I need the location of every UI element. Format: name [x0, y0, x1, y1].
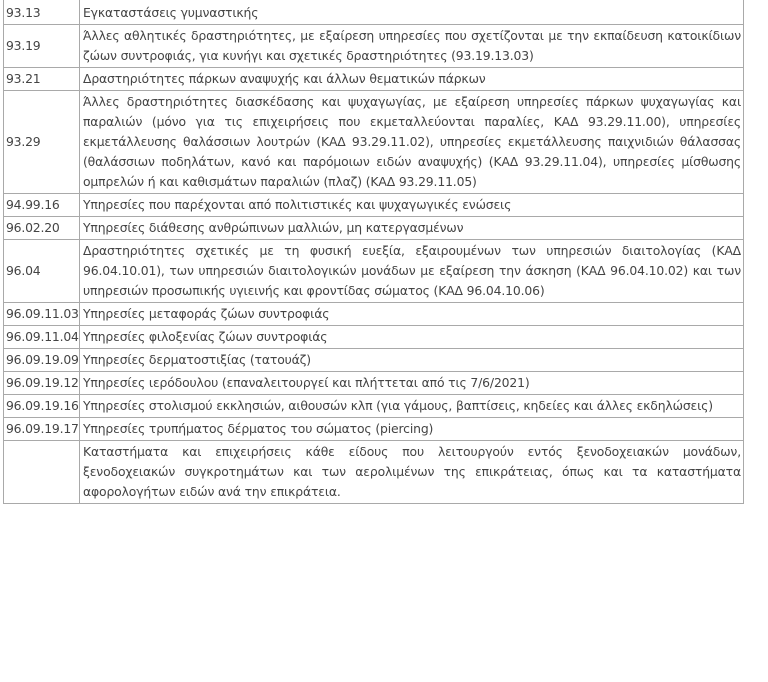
code-cell: 93.13 [4, 0, 80, 25]
table-row [4, 194, 744, 217]
description-cell: Υπηρεσίες διάθεσης ανθρώπινων μαλλιών, μη κατεργασμένων [80, 217, 744, 240]
description-cell: Υπηρεσίες τρυπήματος δέρματος του σώματος (piercing) [80, 418, 744, 441]
table-row [4, 349, 744, 372]
code-cell: 96.09.19.09 [4, 349, 80, 372]
table-row [4, 441, 744, 504]
code-cell: 93.21 [4, 68, 80, 91]
description-cell: Άλλες αθλητικές δραστηριότητες, με εξαίρεση υπηρεσίες που σχετίζονται με την εκπαίδευση κατοικίδιων ζώων συντροφιάς, για κυνήγι και σχετικές δραστηριότητες (93.19.13.03) [80, 25, 744, 68]
description-cell: Υπηρεσίες δερματοστιξίας (τατουάζ) [80, 349, 744, 372]
table-row [4, 91, 744, 194]
table-row [4, 68, 744, 91]
description-cell: Υπηρεσίες μεταφοράς ζώων συντροφιάς [80, 303, 744, 326]
description-cell: Καταστήματα και επιχειρήσεις κάθε είδους που λειτουργούν εντός ξενοδοχειακών μονάδων, ξενοδοχειακών συγκροτημάτων και των αερολιμένων της επικράτειας, όπως και τα καταστήματα αφορολογήτων ειδών ανά την επικράτεια. [80, 441, 744, 504]
table-row [4, 25, 744, 68]
description-cell: Υπηρεσίες ιερόδουλου (επαναλειτουργεί και πλήττεται από τις 7/6/2021) [80, 372, 744, 395]
description-cell: Υπηρεσίες στολισμού εκκλησιών, αιθουσών κλπ (για γάμους, βαπτίσεις, κηδείες και άλλες εκδηλώσεις) [80, 395, 744, 418]
description-cell: Εγκαταστάσεις γυμναστικής [80, 0, 744, 25]
table-row [4, 0, 744, 25]
code-cell: 96.09.19.12 [4, 372, 80, 395]
code-cell: 96.09.11.03 [4, 303, 80, 326]
description-cell: Άλλες δραστηριότητες διασκέδασης και ψυχαγωγίας, με εξαίρεση υπηρεσίες πάρκων ψυχαγωγίας και παραλιών (μόνο για τις επιχειρήσεις που εκμεταλλεύονται παραλίες, ΚΑΔ 93.29.11.00), υπηρεσίες εκμετάλλευσης θαλάσσιων λουτρών (ΚΑΔ 93.29.11.02), υπηρεσίες εκμετάλλευσης παιχνιδιών θάλασσας (θαλάσσιων ποδηλάτων, κανό και παρόμοιων ειδών αναψυχής) (ΚΑΔ 93.29.11.04), υπηρεσίες μίσθωσης ομπρελών ή και καθισμάτων παραλιών (πλαζ) (ΚΑΔ 93.29.11.05) [80, 91, 744, 194]
table-row [4, 217, 744, 240]
table-row [4, 418, 744, 441]
description-cell: Υπηρεσίες φιλοξενίας ζώων συντροφιάς [80, 326, 744, 349]
description-cell: Υπηρεσίες που παρέχονται από πολιτιστικές και ψυχαγωγικές ενώσεις [80, 194, 744, 217]
code-cell [4, 441, 80, 504]
code-cell: 94.99.16 [4, 194, 80, 217]
description-cell: Δραστηριότητες σχετικές με τη φυσική ευεξία, εξαιρουμένων των υπηρεσιών διαιτολογίας (ΚΑΔ 96.04.10.01), των υπηρεσιών διαιτολογικών μονάδων με εξαίρεση την άσκηση (ΚΑΔ 96.04.10.02) και των υπηρεσιών προσωπικής υγιεινής και φροντίδας σώματος (ΚΑΔ 96.04.10.06) [80, 240, 744, 303]
description-cell: Δραστηριότητες πάρκων αναψυχής και άλλων θεματικών πάρκων [80, 68, 744, 91]
table-row [4, 326, 744, 349]
code-cell: 96.09.11.04 [4, 326, 80, 349]
code-cell: 96.02.20 [4, 217, 80, 240]
activity-codes-table-container [3, 0, 744, 504]
code-cell: 93.19 [4, 25, 80, 68]
table-row [4, 240, 744, 303]
table-row [4, 303, 744, 326]
code-cell: 96.09.19.16 [4, 395, 80, 418]
table-row [4, 372, 744, 395]
code-cell: 96.04 [4, 240, 80, 303]
activity-codes-table [3, 0, 744, 504]
code-cell: 96.09.19.17 [4, 418, 80, 441]
code-cell: 93.29 [4, 91, 80, 194]
table-row [4, 395, 744, 418]
